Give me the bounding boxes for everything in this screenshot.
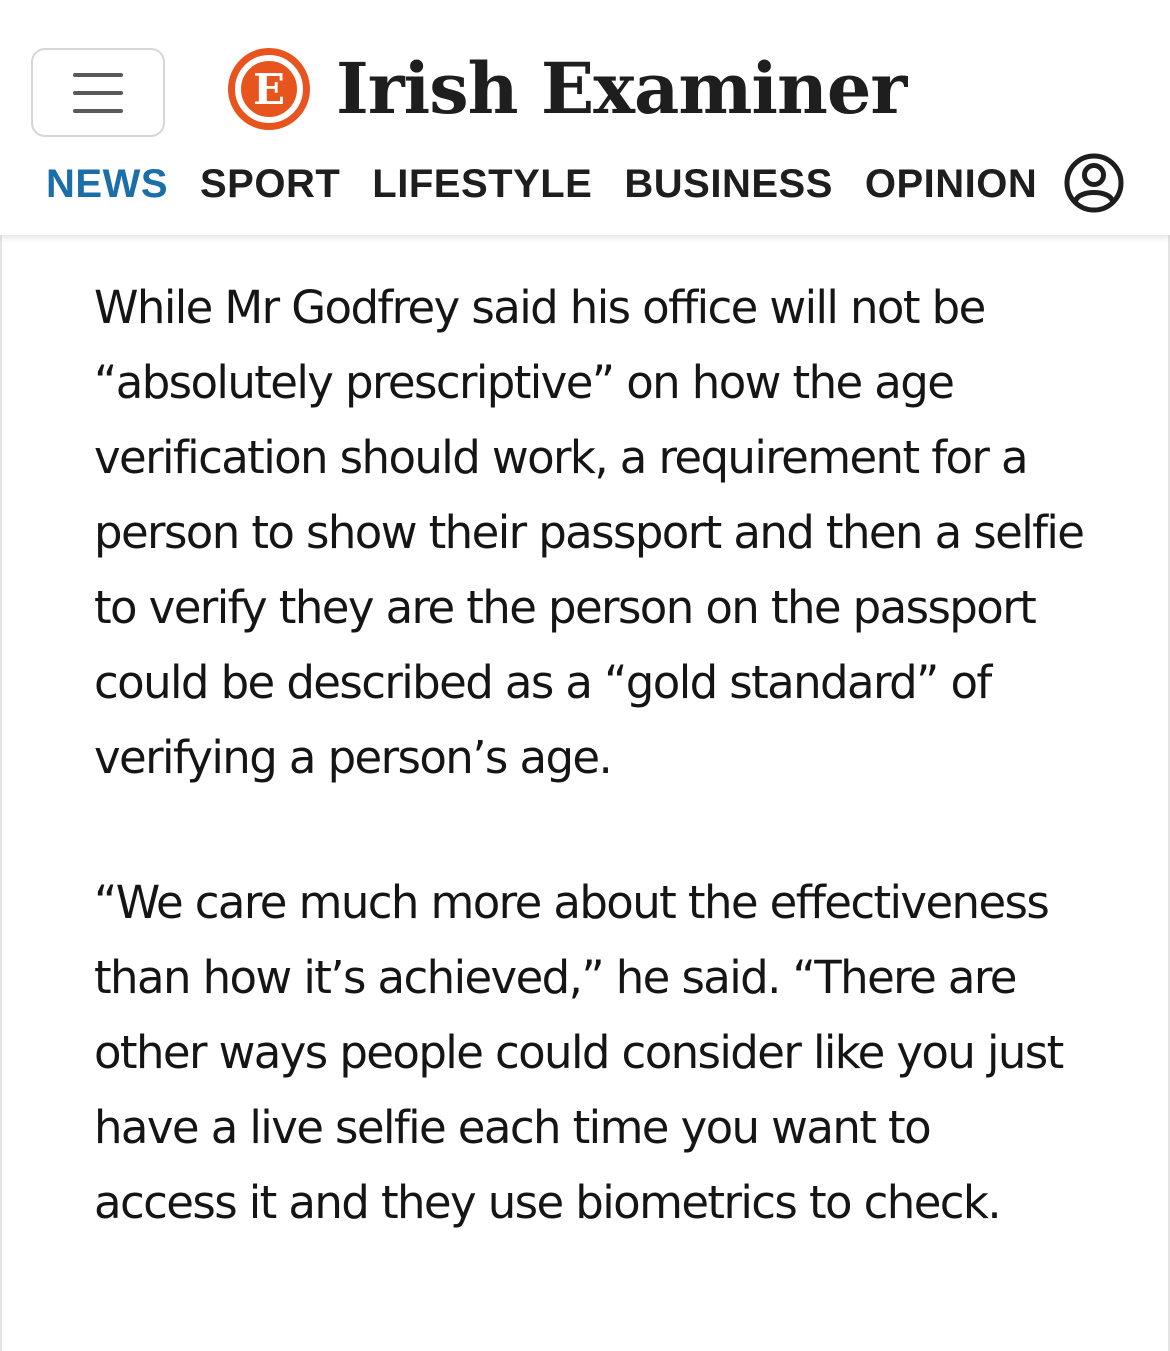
- logo-mark-icon: [226, 46, 312, 132]
- site-header: [0, 0, 1170, 235]
- nav-item-business[interactable]: BUSINESS: [624, 162, 833, 206]
- nav-item-news[interactable]: NEWS: [46, 162, 168, 206]
- nav-item-sport[interactable]: SPORT: [200, 162, 341, 206]
- site-logo[interactable]: [226, 44, 906, 134]
- user-account-icon[interactable]: [1062, 151, 1126, 215]
- nav-item-opinion[interactable]: OPINION: [864, 162, 1038, 206]
- menu-button[interactable]: [31, 48, 165, 137]
- logo-mark-letter: E: [252, 65, 286, 114]
- nav-item-lifestyle[interactable]: LIFESTYLE: [372, 162, 593, 206]
- logo-wordmark: Irish Examiner: [336, 47, 907, 130]
- section-nav: [46, 162, 1037, 206]
- hamburger-menu-icon-bar: [73, 109, 123, 113]
- hamburger-menu-icon: [73, 73, 123, 77]
- article-body: [0, 235, 1170, 1351]
- hamburger-menu-icon-bar: [73, 91, 123, 95]
- article-paragraph: While Mr Godfrey said his office will not be “absolutely prescriptive” on how the age verification should work, a requirement for a person to show their passport and then a selfie to verify they are the person on the passport could be described as a “gold standard” of verifying a person’s age.: [94, 281, 1084, 784]
- article-paragraph: “We care much more about the effectiveness than how it’s achieved,” he said. “There are other ways people could consider like you just have a live selfie each time you want to access it and they use biometrics to check.: [94, 876, 1063, 1229]
